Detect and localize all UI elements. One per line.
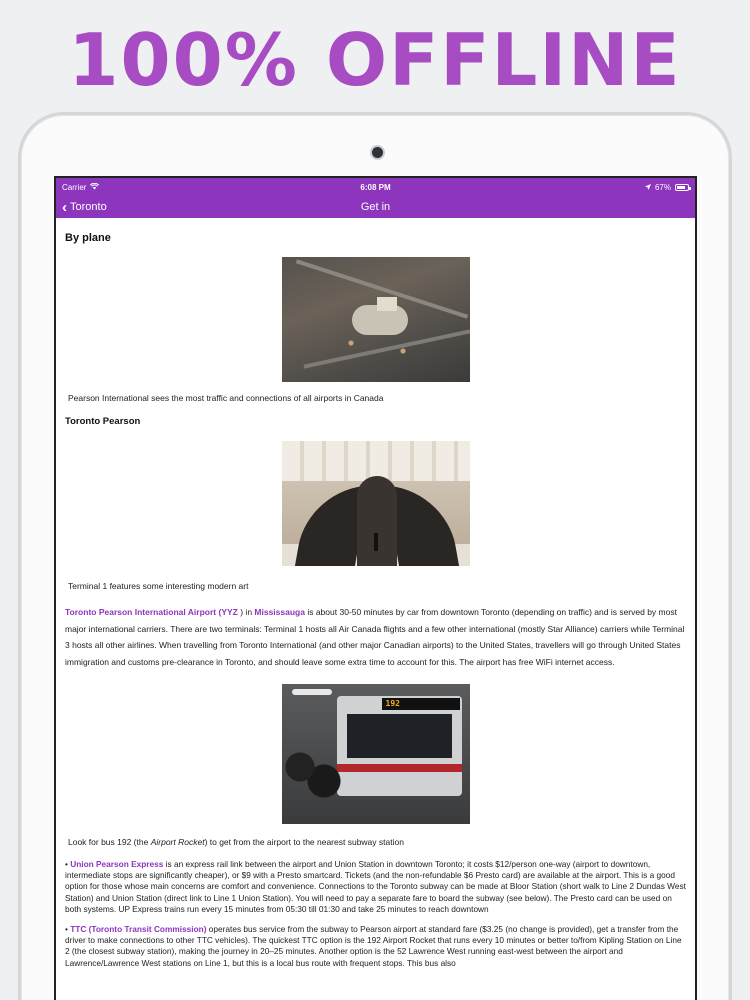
figure-caption: Pearson International sees the most traffic and connections of all airports in Canada <box>68 392 384 403</box>
chevron-left-icon: ‹ <box>62 198 67 216</box>
figure-bus <box>65 684 686 824</box>
list-item: • Union Pearson Express is an express rail link between the airport and Union Station in downtown Toronto; it costs $12/person one-way (airport to downtown, intermediate stops are significantly cheaper), or $9 with a Presto smartcard. Tickets (and the non-refundable $6 Presto card) are available at the airport. This is a good option for those whose main concerns are comfort and convenience. Connections to the Toronto subway can be made at Bloor Station (short walk to Line 2 Dundas West Station) and Union Station (direct link to Line 1 Union Station). You will need to pay a separate fare to board the subway (see below). The Presto card can be used on both systems. UP Express trains run every 15 minutes from 05:30 till 01:30 and take 25 minutes to reach downtown <box>65 858 686 915</box>
link-mississauga[interactable]: Mississauga <box>254 607 305 617</box>
page-title: Get in <box>360 201 391 213</box>
paragraph-text: ) in <box>237 607 255 617</box>
status-bar <box>56 178 695 196</box>
paragraph <box>65 604 686 670</box>
airport-aerial-photo[interactable] <box>282 257 470 382</box>
bullet-icon: • <box>65 923 68 934</box>
navigation-bar <box>56 196 695 218</box>
section-heading: By plane <box>65 232 111 244</box>
figure-aerial <box>65 257 686 382</box>
terminal-art-photo[interactable] <box>282 441 470 566</box>
bullet-icon: • <box>65 858 68 869</box>
link-union-pearson-express[interactable]: Union Pearson Express <box>70 858 164 869</box>
carrier-label: Carrier <box>62 182 87 192</box>
link-pearson-airport[interactable]: Toronto Pearson International Airport <box>65 607 217 617</box>
promo-headline: 100% OFFLINE <box>68 18 682 102</box>
battery-percent: 67% <box>654 182 671 192</box>
figure-terminal <box>65 441 686 566</box>
status-time: 6:08 PM <box>360 182 391 192</box>
battery-icon <box>675 184 689 191</box>
subsection-heading: Toronto Pearson <box>65 416 141 427</box>
app-screen <box>54 176 697 1000</box>
airport-bus-photo[interactable] <box>282 684 470 824</box>
link-yyz[interactable]: (YYZ <box>218 607 238 617</box>
paragraph-text: is about 30-50 minutes by car from downtown Toronto (depending on traffic) and is served by most major international carriers. There are two terminals: Terminal 1 hosts all Air Canada flights and a few other international (mostly Star Alliance) carriers while Terminal 3 hosts all other airlines. When travelling from Toronto International (and other major Canadian airports) to the United States, travellers will go through United States immigration and customs pre-clearance in Toronto, and should leave some extra time to account for this. The airport has free WiFi internet access. <box>65 607 685 667</box>
figure-caption: Terminal 1 features some interesting modern art <box>68 580 249 591</box>
back-button[interactable] <box>56 198 107 216</box>
list-item: • TTC (Toronto Transit Commission) operates bus service from the subway to Pearson airport at standard fare ($3.25 (no change is provided), get a transfer from the driver to make connections to other TTC vehicles). The quickest TTC option is the 192 Airport Rocket that runs every 10 minutes or better to/from Kipling Station on Line 2 (the closest subway station), making the journey in 20–25 minutes. Another option is the 52 Lawrence West running east-west between the airport and Lawrence/Lawrence West stations on Line 1, but this is a local bus route with frequent stops. This bus also <box>65 923 682 968</box>
link-ttc[interactable]: TTC (Toronto Transit Commission) <box>70 923 207 934</box>
bus-route-sign: 192 <box>382 698 460 710</box>
back-button-label: Toronto <box>70 201 107 213</box>
camera-icon <box>372 147 383 158</box>
figure-caption: Look for bus 192 (the Airport Rocket) to get from the airport to the nearest subway station <box>68 837 404 847</box>
article-content <box>56 218 695 969</box>
